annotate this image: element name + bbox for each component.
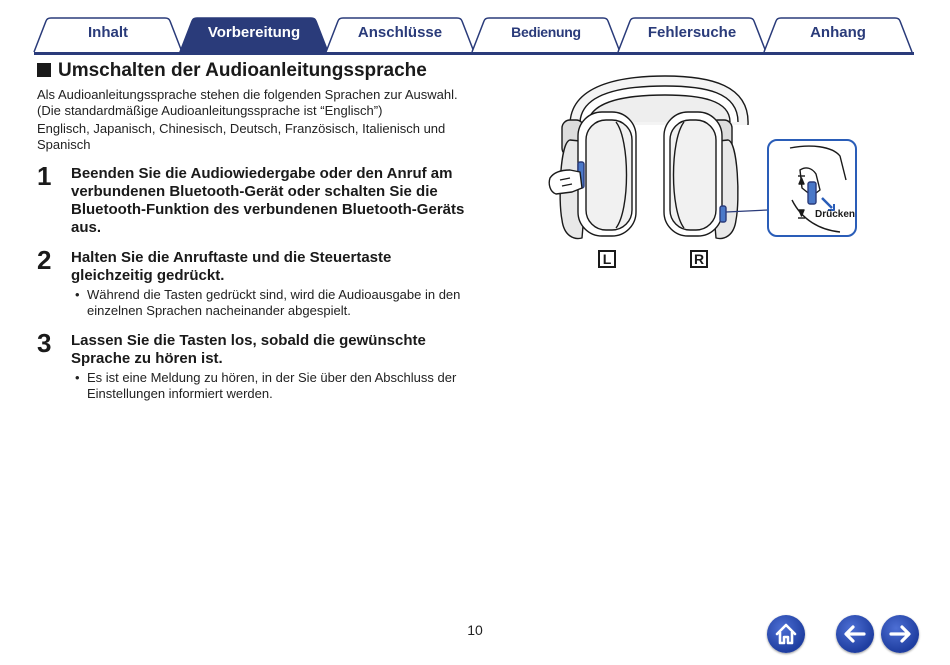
- page-number: 10: [467, 622, 483, 638]
- step-line: Bluetooth-Funktion des verbundenen Bluetooth-Geräts: [71, 201, 465, 218]
- right-side-label: R: [690, 250, 708, 268]
- step-3-text: [71, 332, 471, 368]
- step-1-text: [71, 165, 471, 237]
- tab-vorbereitung[interactable]: [180, 17, 328, 52]
- section-title: [37, 60, 427, 82]
- tab-anhang[interactable]: [764, 17, 912, 52]
- arrow-right-icon: [881, 615, 919, 653]
- step-number: 2: [37, 245, 52, 275]
- tab-label: Anschlüsse: [357, 24, 443, 41]
- home-icon: [767, 615, 805, 653]
- tab-bedienung[interactable]: [472, 17, 620, 52]
- step-number: 3: [37, 328, 52, 358]
- note-line: Einstellungen informiert werden.: [87, 386, 273, 401]
- intro-line: (Die standardmäßige Audioanleitungssprache ist “Englisch”): [37, 103, 383, 118]
- square-bullet-icon: [37, 63, 51, 77]
- step-line: aus.: [71, 219, 102, 236]
- tab-label: Anhang: [810, 24, 866, 41]
- note-line: Während die Tasten gedrückt sind, wird die Audioausgabe in den: [87, 287, 461, 302]
- step-line: Halten Sie die Anruftaste und die Steuertaste: [71, 249, 392, 266]
- step-line: gleichzeitig gedrückt.: [71, 267, 225, 284]
- tab-bar-underline: [34, 52, 914, 55]
- note-line: Es ist eine Meldung zu hören, in der Sie über den Abschluss der: [87, 370, 457, 385]
- step-line: Lassen Sie die Tasten los, sobald die gewünschte: [71, 332, 426, 349]
- step-line: verbundenen Bluetooth-Gerät oder schalten Sie die: [71, 183, 438, 200]
- bullet-dot-icon: •: [75, 287, 80, 302]
- tab-anschluesse[interactable]: [326, 17, 474, 52]
- step-3-note: [75, 370, 482, 402]
- back-button[interactable]: [836, 615, 874, 653]
- bullet-dot-icon: •: [75, 370, 80, 385]
- tab-fehlersuche[interactable]: [618, 17, 766, 52]
- arrow-left-icon: [836, 615, 874, 653]
- step-line: Beenden Sie die Audiowiedergabe oder den Anruf am: [71, 165, 453, 182]
- languages-line: Spanisch: [37, 137, 91, 152]
- section-title-text: Umschalten der Audioanleitungssprache: [58, 60, 427, 81]
- press-label: Drücken: [815, 209, 856, 220]
- tab-label: Vorbereitung: [207, 24, 301, 41]
- step-2-note: [75, 287, 482, 319]
- tab-inhalt[interactable]: [34, 17, 182, 52]
- left-side-label: L: [598, 250, 616, 268]
- tab-label: Inhalt: [88, 24, 128, 41]
- chapter-tab-bar: [34, 17, 914, 55]
- step-2-text: [71, 249, 471, 285]
- tab-label: Fehlersuche: [647, 24, 737, 41]
- step-number: 1: [37, 161, 52, 191]
- step-line: Sprache zu hören ist.: [71, 350, 223, 367]
- intro-line: Als Audioanleitungssprache stehen die folgenden Sprachen zur Auswahl.: [37, 87, 458, 102]
- headphones-drawing: [540, 70, 870, 280]
- languages-line: Englisch, Japanisch, Chinesisch, Deutsch, Französisch, Italienisch und: [37, 121, 446, 136]
- tab-label: Bedienung: [511, 24, 581, 40]
- note-line: einzelnen Sprachen nacheinander abgespielt.: [87, 303, 351, 318]
- headphones-illustration: [540, 70, 870, 280]
- home-button[interactable]: [767, 615, 805, 653]
- forward-button[interactable]: [881, 615, 919, 653]
